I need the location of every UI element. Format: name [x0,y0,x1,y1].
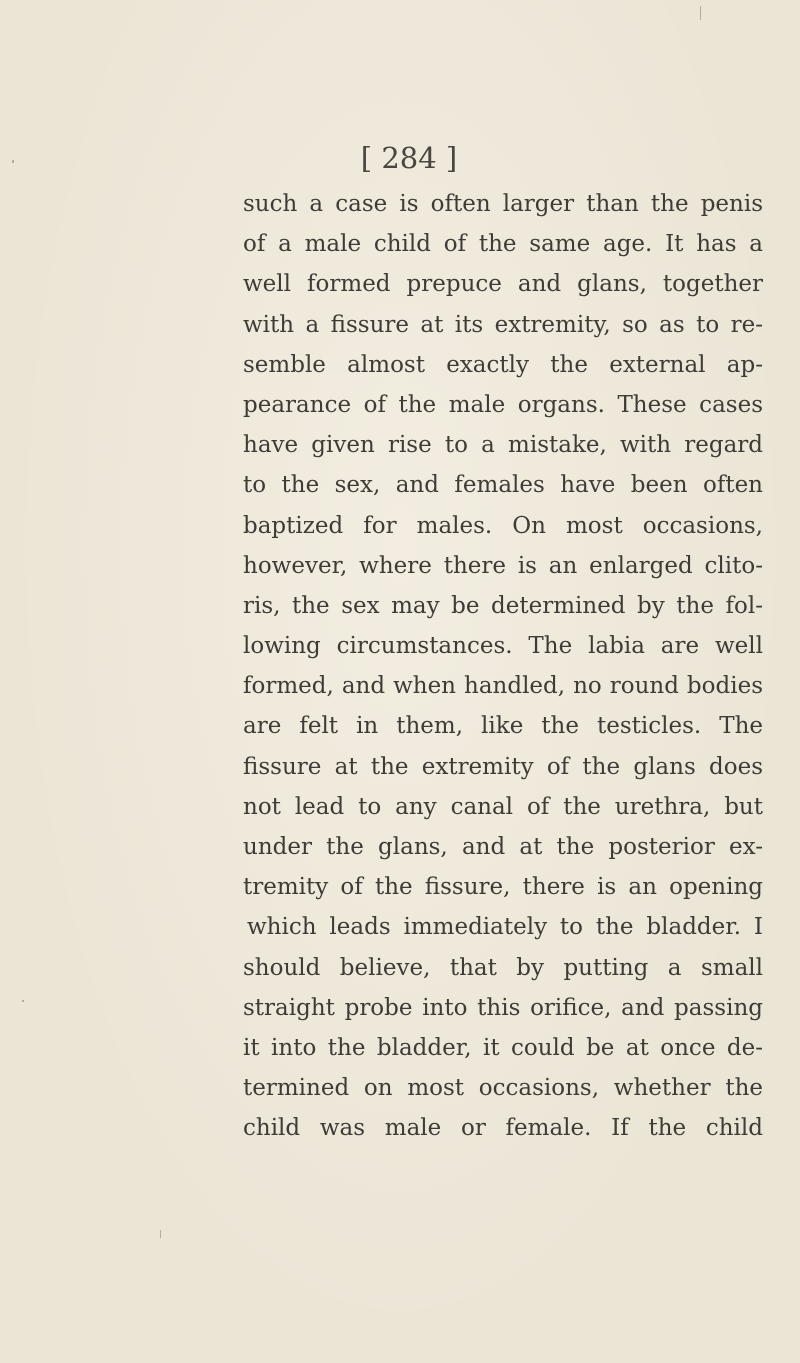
text-line: have given rise to a mistake, with regard [243,432,763,459]
text-line: semble almost exactly the external ap- [243,351,763,378]
text-line: are felt in them, like the testicles. The [243,713,763,740]
text-line: lowing circumstances. The labia are well [243,633,763,660]
text-line: which leads immediately to the bladder. I [247,914,763,941]
text-line: termined on most occasions, whether the [243,1075,763,1102]
text-line: tremity of the fissure, there is an opening [243,874,763,901]
text-line: however, where there is an enlarged clito- [243,552,763,579]
text-line: to the sex, and females have been often [243,472,763,499]
body-text [243,184,763,1149]
paper-speck [700,6,701,20]
text-line: not lead to any canal of the urethra, but [243,793,763,820]
text-line: baptized for males. On most occasions, [243,512,763,539]
paper-speck [22,1000,24,1002]
text-line: of a male child of the same age. It has a [243,231,763,258]
paper-speck [160,1230,161,1238]
text-line: under the glans, and at the posterior ex- [243,834,763,860]
text-line: such a case is often larger than the penis [243,191,763,217]
text-line: should believe, that by putting a small [243,954,763,981]
text-line: it into the bladder, it could be at once de- [243,1034,763,1061]
text-line: pearance of the male organs. These cases [243,391,763,418]
page-number: [ 284 ] [360,141,458,175]
text-line: well formed prepuce and glans, together [243,271,763,298]
text-line: fissure at the extremity of the glans does [243,753,763,780]
text-line: formed, and when handled, no round bodies [243,673,763,700]
text-line: straight probe into this orifice, and passing [243,994,763,1021]
text-line: with a fissure at its extremity, so as to re- [243,311,763,338]
text-line: child was male or female. If the child [243,1115,763,1142]
text-line: ris, the sex may be determined by the fol- [243,592,763,619]
